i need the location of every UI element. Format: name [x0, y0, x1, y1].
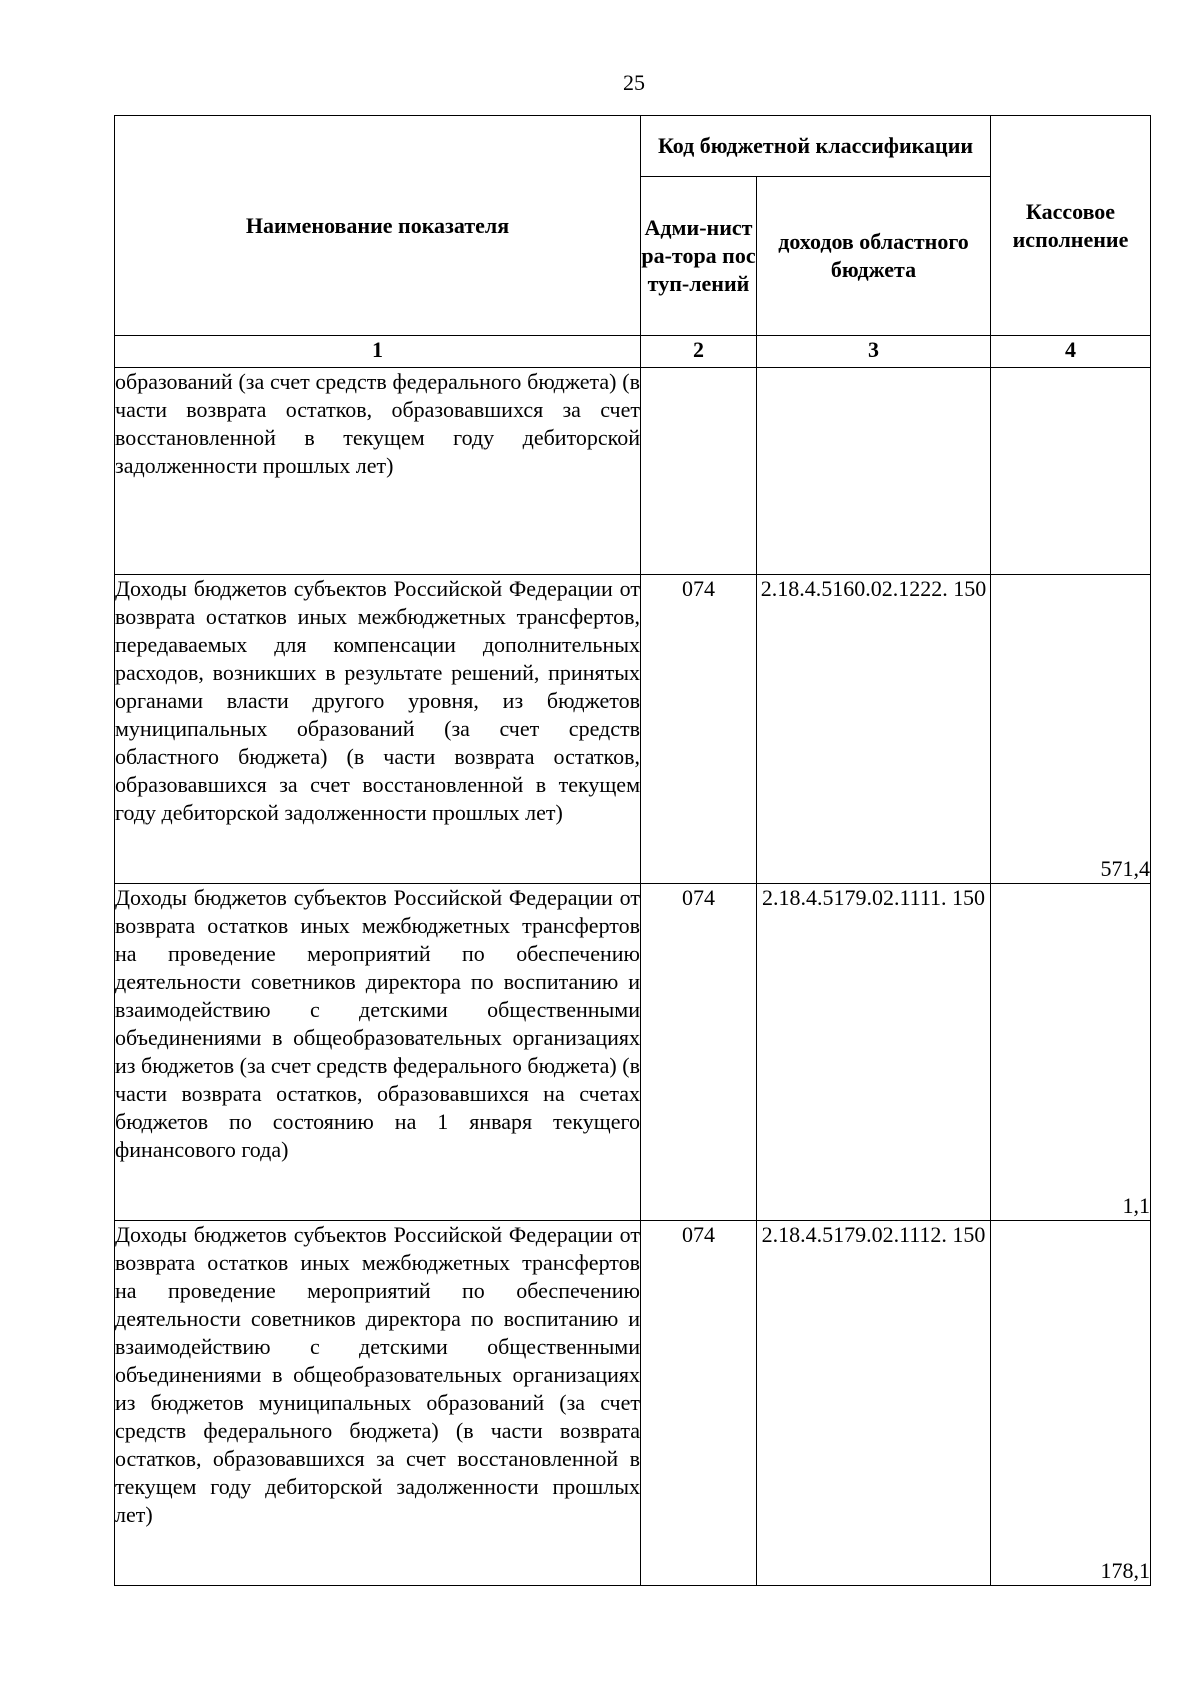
row-admin-code — [641, 368, 757, 575]
row-execution: 178,1 — [991, 1221, 1151, 1586]
row-admin-code: 074 — [641, 884, 757, 1221]
row-budget-code: 2.18.4.5160.02.1222. 150 — [757, 575, 991, 884]
table-row — [115, 884, 1151, 1221]
row-admin-code: 074 — [641, 575, 757, 884]
budget-table — [114, 115, 1151, 1586]
row-name: Доходы бюджетов субъектов Российской Федерации от возврата остатков иных межбюджетных трансфертов на проведение мероприятий по обеспечению деятельности советников директора по воспитанию и взаимодействию с детскими общественными объединениями в общеобразовательных организациях из бюджетов муниципальных образований (за счет средств федерального бюджета) (в части возврата остатков, образовавшихся за счет восстановленной в текущем году дебиторской задолженности прошлых лет) — [115, 1221, 641, 1586]
table-row — [115, 368, 1151, 575]
column-number: 1 — [115, 336, 641, 368]
header-revenue: доходов областного бюджета — [757, 177, 991, 336]
row-execution — [991, 368, 1151, 575]
row-name: Доходы бюджетов субъектов Российской Федерации от возврата остатков иных межбюджетных трансфертов на проведение мероприятий по обеспечению деятельности советников директора по воспитанию и взаимодействию с детскими общественными объединениями в общеобразовательных организациях из бюджетов (за счет средств федерального бюджета) (в части возврата остатков, образовавшихся на счетах бюджетов по состоянию на 1 января текущего финансового года) — [115, 884, 641, 1221]
header-admin: Адми-нистра-тора поступ-лений — [641, 177, 757, 336]
table-row — [115, 575, 1151, 884]
row-budget-code: 2.18.4.5179.02.1111. 150 — [757, 884, 991, 1221]
row-name: Доходы бюджетов субъектов Российской Федерации от возврата остатков иных межбюджетных трансфертов, передаваемых для компенсации дополнительных расходов, возникших в результате решений, принятых органами власти другого уровня, из бюджетов муниципальных образований (за счет средств областного бюджета) (в части возврата остатков, образовавшихся за счет восстановленной в текущем году дебиторской задолженности прошлых лет) — [115, 575, 641, 884]
column-number: 4 — [991, 336, 1151, 368]
row-execution: 1,1 — [991, 884, 1151, 1221]
column-number-row — [115, 336, 1151, 368]
column-number: 3 — [757, 336, 991, 368]
column-number: 2 — [641, 336, 757, 368]
row-execution: 571,4 — [991, 575, 1151, 884]
page-number: 25 — [623, 70, 645, 95]
header-execution: Кассовое исполнение — [991, 116, 1151, 336]
header-row-top — [115, 116, 1151, 177]
table-row — [115, 1221, 1151, 1586]
row-budget-code: 2.18.4.5179.02.1112. 150 — [757, 1221, 991, 1586]
header-budget-code-group: Код бюджетной классификации — [641, 116, 991, 177]
row-admin-code: 074 — [641, 1221, 757, 1586]
row-name: образований (за счет средств федерального бюджета) (в части возврата остатков, образовавшихся за счет восстановленной в текущем году дебиторской задолженности прошлых лет) — [115, 368, 641, 575]
header-name: Наименование показателя — [115, 116, 641, 336]
row-budget-code — [757, 368, 991, 575]
